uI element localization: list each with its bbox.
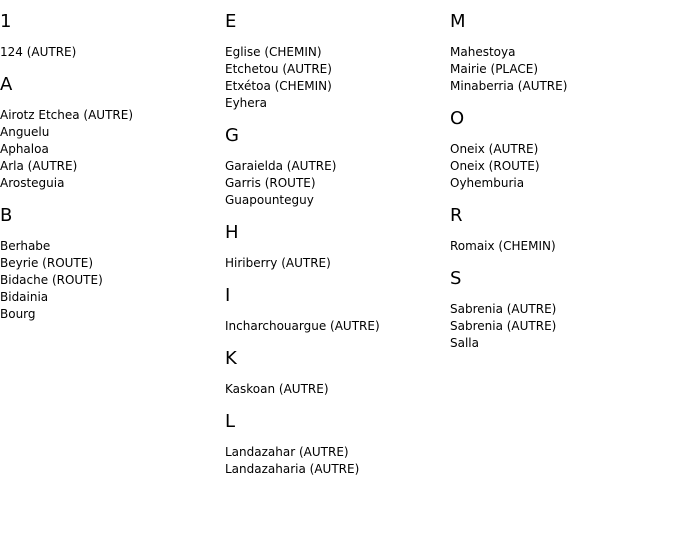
street-link[interactable]: Airotz Etchea (AUTRE)	[0, 108, 134, 122]
street-link[interactable]: Arla (AUTRE)	[0, 159, 78, 173]
street-link[interactable]: Sabrenia (AUTRE)	[450, 302, 557, 316]
street-link[interactable]: Garaielda (AUTRE)	[225, 159, 337, 173]
letter-group	[450, 107, 670, 192]
street-link[interactable]: Mairie (PLACE)	[450, 62, 539, 76]
street-link[interactable]: Eyhera	[225, 96, 267, 110]
street-link[interactable]: Aphaloa	[0, 142, 49, 156]
street-link[interactable]: Landazahar (AUTRE)	[225, 445, 349, 459]
street-link[interactable]: Salla	[450, 336, 479, 350]
group-letter-heading: S	[450, 268, 462, 289]
letter-group	[450, 10, 670, 95]
street-link[interactable]: Kaskoan (AUTRE)	[225, 382, 329, 396]
street-link[interactable]: Eglise (CHEMIN)	[225, 45, 322, 59]
street-link[interactable]: Bourg	[0, 307, 36, 321]
street-link[interactable]: Oyhemburia	[450, 176, 525, 190]
street-link[interactable]: Incharchouargue (AUTRE)	[225, 319, 380, 333]
street-link[interactable]: Bidainia	[0, 290, 49, 304]
street-link[interactable]: Minaberria (AUTRE)	[450, 79, 568, 93]
letter-group	[225, 284, 445, 335]
street-link[interactable]: Guapounteguy	[225, 193, 314, 207]
street-link[interactable]: Etchetou (AUTRE)	[225, 62, 332, 76]
group-letter-heading: R	[450, 205, 463, 226]
group-letter-heading: L	[225, 411, 236, 432]
group-letter-heading: I	[225, 285, 231, 306]
street-link[interactable]: Etxétoa (CHEMIN)	[225, 79, 332, 93]
street-link[interactable]: Oneix (ROUTE)	[450, 159, 540, 173]
group-letter-heading: K	[225, 348, 237, 369]
street-link[interactable]: Landazaharia (AUTRE)	[225, 462, 360, 476]
street-link[interactable]: Hiriberry (AUTRE)	[225, 256, 331, 270]
street-link[interactable]: Mahestoya	[450, 45, 516, 59]
letter-group	[0, 204, 220, 323]
street-link[interactable]: 124 (AUTRE)	[0, 45, 77, 59]
street-link[interactable]: Garris (ROUTE)	[225, 176, 316, 190]
letter-group	[450, 204, 670, 255]
street-link[interactable]: Berhabe	[0, 239, 51, 253]
street-link[interactable]: Arosteguia	[0, 176, 65, 190]
street-link[interactable]: Anguelu	[0, 125, 50, 139]
street-link[interactable]: Romaix (CHEMIN)	[450, 239, 556, 253]
letter-group	[450, 267, 670, 352]
group-letter-heading: 1	[0, 11, 12, 32]
letter-group	[225, 221, 445, 272]
group-letter-heading: O	[450, 108, 465, 129]
index-column-2	[225, 10, 445, 490]
group-letter-heading: B	[0, 205, 13, 226]
letter-group	[225, 124, 445, 209]
group-letter-heading: M	[450, 11, 466, 32]
letter-group	[225, 347, 445, 398]
street-link[interactable]: Oneix (AUTRE)	[450, 142, 539, 156]
street-link[interactable]: Sabrenia (AUTRE)	[450, 319, 557, 333]
letter-group	[0, 10, 220, 61]
index-column-3	[450, 10, 670, 364]
letter-group	[225, 10, 445, 112]
street-link[interactable]: Beyrie (ROUTE)	[0, 256, 94, 270]
index-column-1	[0, 10, 220, 335]
letter-group	[225, 410, 445, 478]
group-letter-heading: G	[225, 125, 239, 146]
letter-group	[0, 73, 220, 192]
street-link[interactable]: Bidache (ROUTE)	[0, 273, 103, 287]
group-letter-heading: H	[225, 222, 239, 243]
group-letter-heading: A	[0, 74, 13, 95]
group-letter-heading: E	[225, 11, 237, 32]
